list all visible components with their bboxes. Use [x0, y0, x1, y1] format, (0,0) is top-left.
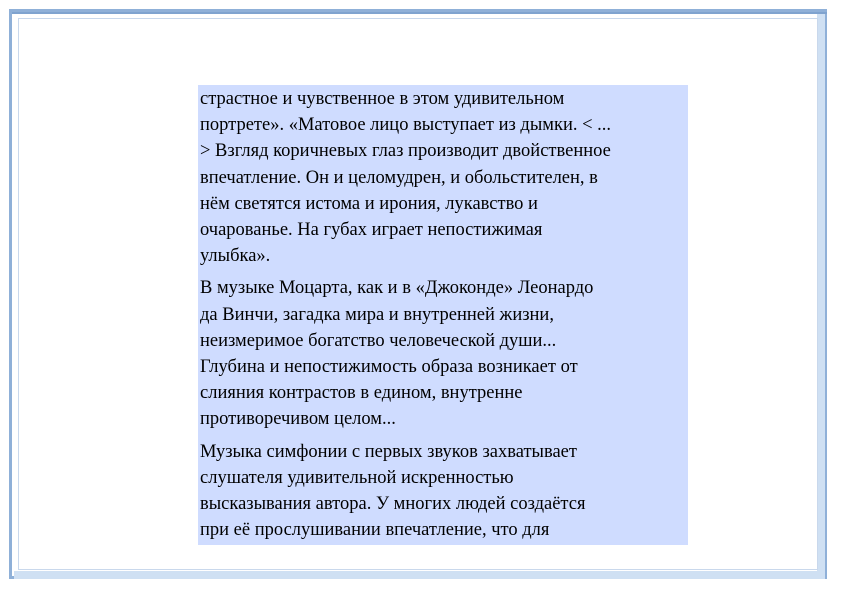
text-box	[198, 85, 688, 545]
paragraph-portrait-quote: страстное и чувственное в этом удивительном портрете». «Матовое лицо выступает из дымки. < ... > Взгляд коричневых глаз производит двойственное впечатление. Он и целомудрен, и обольстителен, в нём светятся истома и ирония, лукавство и очарованье. На губах играет непостижимая улыбка».	[200, 89, 612, 267]
slide-frame-right-shadow	[817, 14, 825, 579]
paragraph-symphony: Музыка симфонии с первых звуков захватывает слушателя удивительной искренностью высказывания автора. У многих людей создаётся при её прослушивании впечатление, что для	[200, 441, 586, 541]
paragraph-mozart: В музыке Моцарта, как и в «Джоконде» Леонардо да Винчи, загадка мира и внутренней жизни, неизмеримое богатство человеческой души... Глубина и непостижимость образа возникает от слияния контрастов в едином, внутренне противоречивом целом...	[200, 278, 594, 430]
slide-frame-top-line	[12, 12, 827, 14]
slide-frame-bottom-shadow	[14, 571, 825, 579]
